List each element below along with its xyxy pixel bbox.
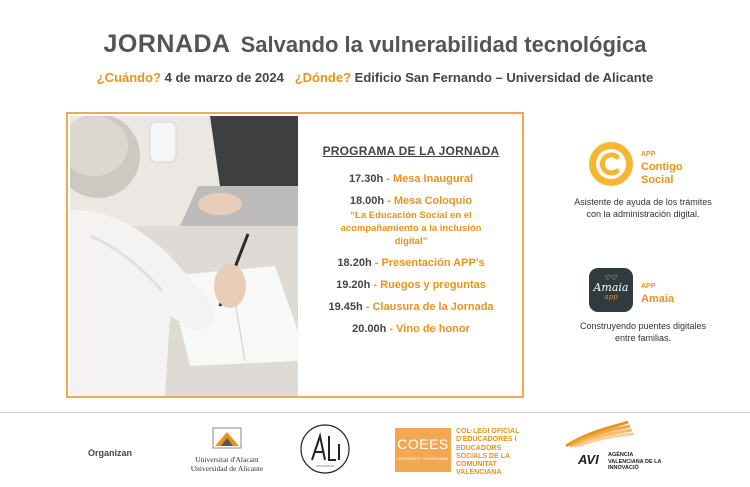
app-amaia <box>573 268 713 344</box>
program-frame <box>66 112 524 398</box>
item-time: 19.20h <box>336 279 371 291</box>
footer-divider <box>0 412 750 413</box>
where-value: Edificio San Fernando – Universidad de Alicante <box>354 70 654 85</box>
ali-emblem-icon <box>298 422 352 476</box>
program-item <box>300 256 522 270</box>
avi-waves-icon <box>562 420 652 448</box>
when-value: 4 de marzo de 2024 <box>164 70 284 85</box>
ua-emblem-icon <box>211 424 243 450</box>
event-title <box>0 30 750 59</box>
item-time: 19.45h <box>328 301 363 313</box>
item-name: - Presentación APP’s <box>374 257 485 269</box>
app-contigo-social <box>573 140 713 220</box>
universidad-alicante-logo <box>182 424 272 473</box>
coees-acronym: COEES <box>397 436 449 452</box>
coees-badge <box>395 428 451 472</box>
when-question: ¿Cuándo? <box>96 70 161 85</box>
photo-woman-laptop <box>70 116 298 396</box>
photo-illustration <box>70 116 298 396</box>
contigo-tag: APP <box>641 151 656 158</box>
avi-acronym: AVI <box>578 452 599 467</box>
program-item <box>300 172 522 186</box>
contigo-social-logo-icon <box>587 140 635 188</box>
avi-logo <box>560 420 670 476</box>
item-subtitle: “La Educación Social en el acompañamiento a la inclusión digital” <box>340 210 482 247</box>
amaia-tag: APP <box>641 283 656 290</box>
title-subtitle: Salvando la vulnerabilidad tecnológica <box>240 32 647 57</box>
coees-sub: COMUNITAT VALENCIANA <box>398 456 448 461</box>
program-title: PROGRAMA DE LA JORNADA <box>322 144 500 158</box>
item-time: 17.30h <box>348 173 384 185</box>
item-name: - Mesa Inaugural <box>386 173 474 185</box>
amaia-logo-icon: ♡♡ Amaia app <box>589 268 633 312</box>
ua-line-1: Universitat d'Alacant <box>195 455 259 464</box>
item-name: - Mesa Coloquio <box>387 195 473 207</box>
item-time: 20.00h <box>352 323 387 335</box>
program-item <box>300 300 522 314</box>
amaia-logo-sub: app <box>604 293 618 301</box>
contigo-description: Asistente de ayuda de los trámites con la administración digital. <box>574 197 712 219</box>
item-name: - Vino de honor <box>389 323 470 335</box>
ua-line-2: Universidad de Alicante <box>190 464 264 473</box>
organizan-label: Organizan <box>88 448 133 458</box>
coees-logo <box>395 428 535 477</box>
event-info <box>0 70 750 85</box>
avi-description: AGÈNCIA VALENCIANA DE LA INNOVACIÓ <box>608 452 662 471</box>
contigo-name-1: Contigo <box>641 161 683 173</box>
amaia-logo-text: Amaia <box>593 281 629 294</box>
title-jornada: JORNADA <box>103 30 231 58</box>
program-panel <box>300 114 522 396</box>
item-name: - Clausura de la Jornada <box>365 301 494 313</box>
ali-logo <box>298 422 352 481</box>
item-time: 18.00h <box>349 195 385 207</box>
coees-description: COL·LEGI OFICIAL D'EDUCADORES I EDUCADORS SOCIALS DE LA COMUNITAT VALENCIANA <box>456 428 520 477</box>
program-item <box>300 278 522 292</box>
amaia-name: Amaia <box>641 293 675 305</box>
amaia-description: Construyendo puentes digitales entre familias. <box>579 321 707 343</box>
program-item <box>300 194 522 248</box>
item-name: - Ruegos y preguntas <box>373 279 486 291</box>
program-item <box>300 322 522 336</box>
contigo-name-2: Social <box>641 174 674 186</box>
where-question: ¿Dónde? <box>294 70 352 85</box>
item-time: 18.20h <box>337 257 372 269</box>
